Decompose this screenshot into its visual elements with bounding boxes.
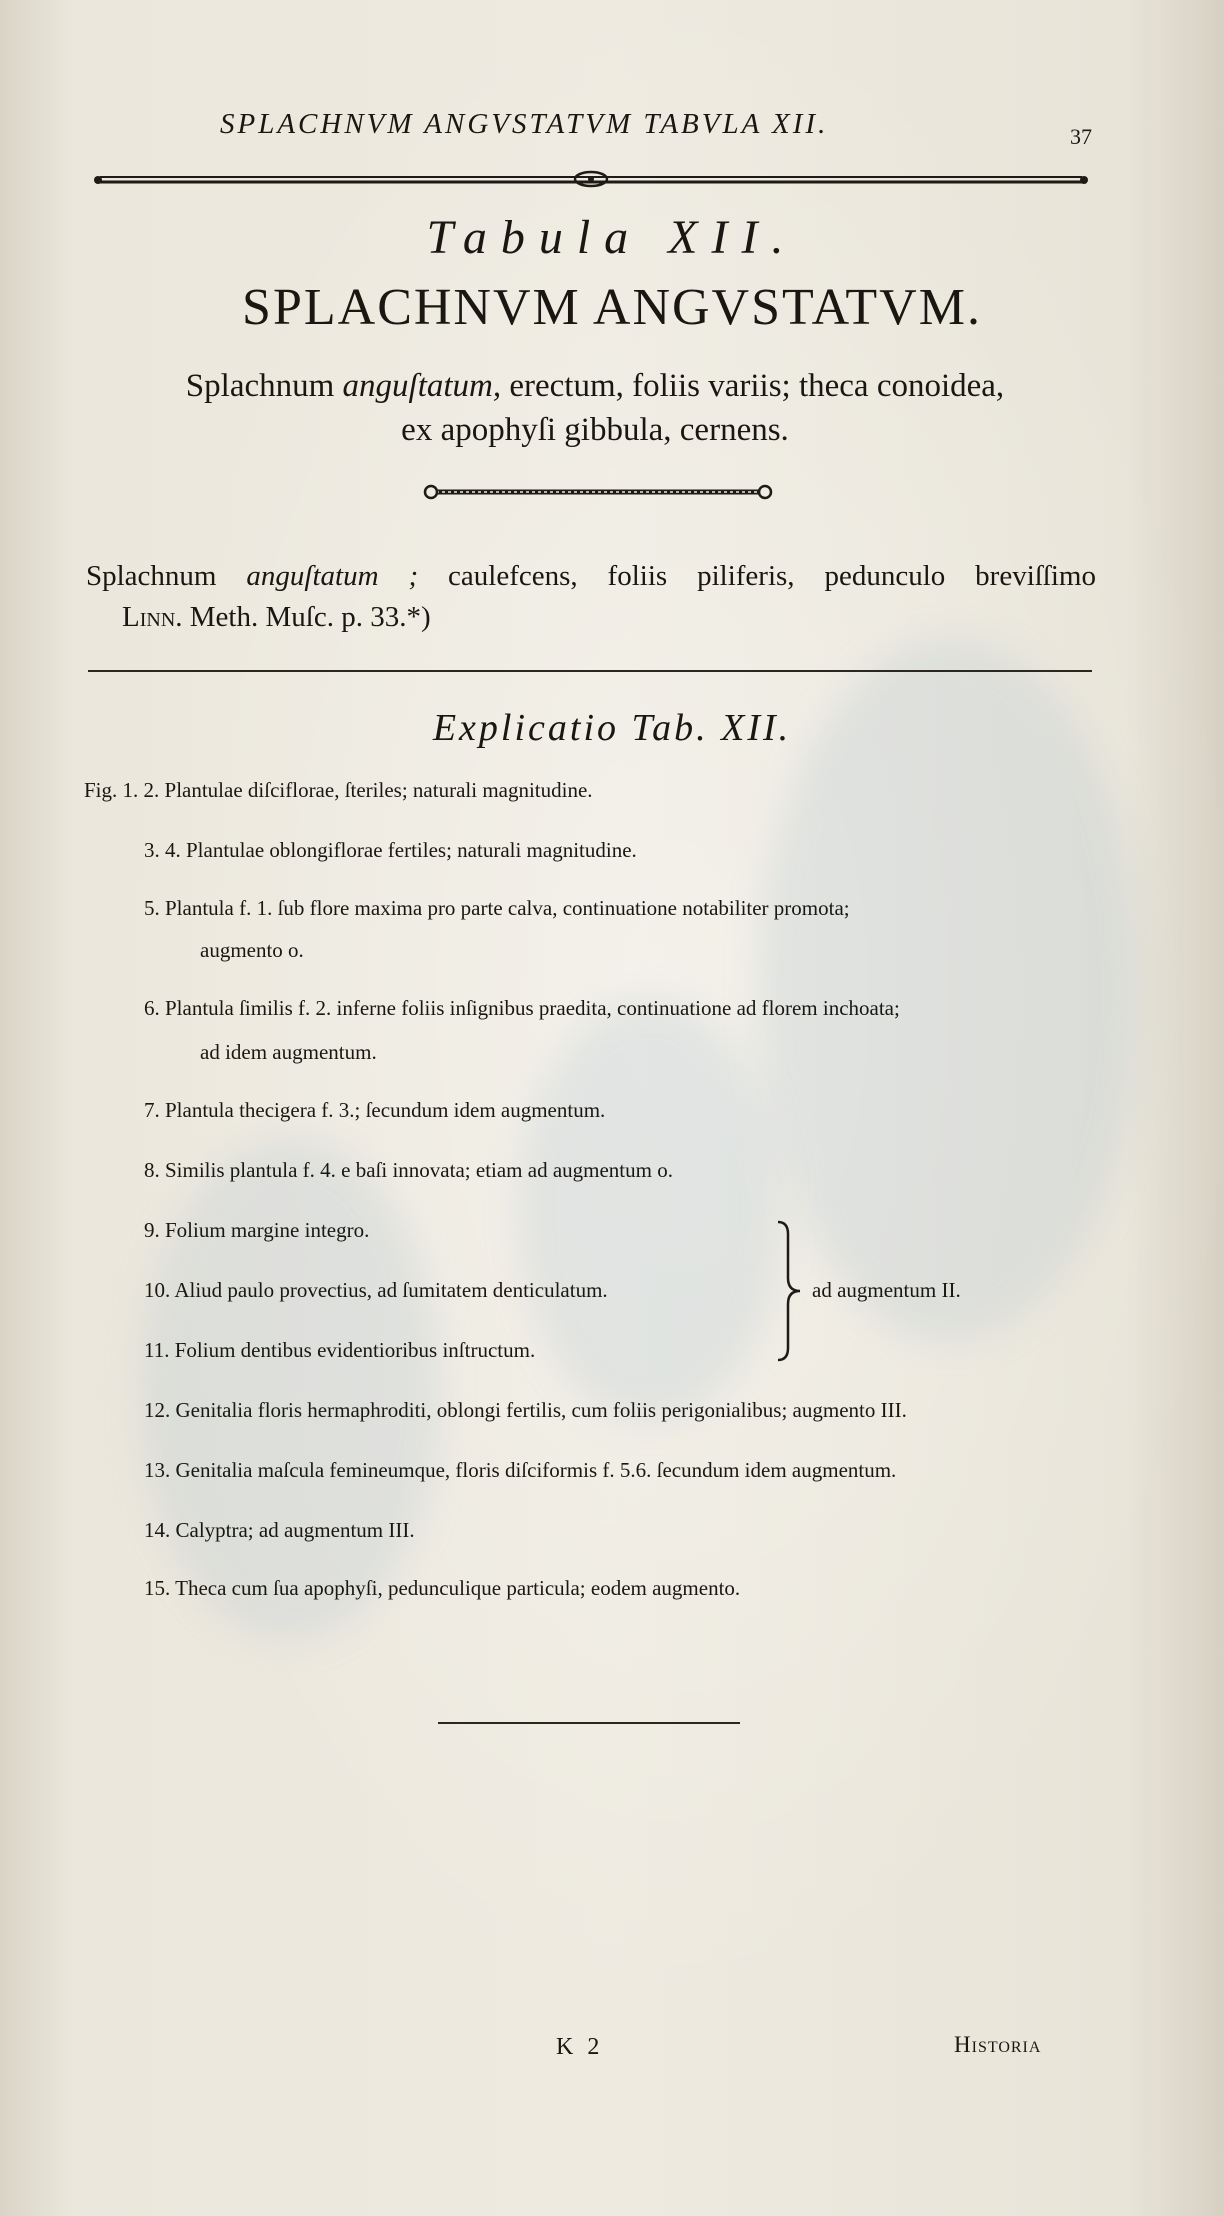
bleed-through-shadow	[520, 1000, 780, 1420]
curly-brace-icon	[774, 1220, 804, 1362]
figure-caption: 11. Folium dentibus evidentioribus inſtructum.	[144, 1338, 536, 1362]
section-rule	[88, 670, 1092, 672]
figure-caption: Fig. 1. 2. Plantulae diſciflorae, ſteriles; naturali magnitudine.	[84, 778, 593, 802]
figure-caption: 10. Aliud paulo provectius, ad ſumitatem denticulatum.	[144, 1278, 608, 1302]
page-number: 37	[1070, 124, 1092, 149]
linnaeus-synonym: Splachnum anguſtatum ; caulefcens, foliis piliferis, pedunculo breviſſimo Linn. Meth. Muſc. p. 33.*)	[86, 560, 1096, 633]
figure-caption: 5. Plantula f. 1. ſub flore maxima pro parte calva, continuatione notabiliter promota;	[144, 896, 850, 920]
figure-caption: 9. Folium margine integro.	[144, 1218, 370, 1242]
figure-caption: 14. Calyptra; ad augmentum III.	[144, 1518, 415, 1542]
figure-caption: 15. Theca cum ſua apophyſi, pedunculique particula; eodem augmento.	[144, 1576, 741, 1600]
brace-label: ad augmentum II.	[812, 1278, 961, 1302]
figure-caption: 13. Genitalia maſcula femineumque, floris diſciformis f. 5.6. ſecundum idem augmentum.	[144, 1458, 897, 1482]
figure-caption: 12. Genitalia floris hermaphroditi, oblongi fertilis, cum foliis perigonialibus; augmento III.	[144, 1398, 907, 1422]
explicatio-title: Explicatio Tab. XII.	[432, 707, 792, 749]
figure-caption-continuation: augmento o.	[200, 938, 304, 962]
plate-title: Tabula XII.	[426, 211, 798, 264]
figure-caption: 6. Plantula ſimilis f. 2. inferne foliis inſignibus praedita, continuatione ad florem inchoata;	[144, 996, 900, 1020]
species-title: SPLACHNVM ANGVSTATVM.	[242, 279, 982, 336]
figure-caption: 8. Similis plantula f. 4. e baſi innovata; etiam ad augmentum o.	[144, 1158, 673, 1182]
species-description: Splachnum anguſtatum, erectum, foliis variis; theca conoidea, ex apophyſi gibbula, cernens.	[185, 368, 1005, 448]
running-title: SPLACHNVM ANGVSTATVM TABVLA XII.	[220, 108, 829, 140]
ornamental-rule-icon	[92, 170, 1090, 190]
divider-ornament-icon	[422, 480, 774, 504]
end-rule	[438, 1722, 740, 1724]
signature-mark: K 2	[556, 2034, 604, 2060]
figure-caption: 3. 4. Plantulae oblongiflorae fertiles; naturali magnitudine.	[144, 838, 637, 862]
figure-caption: 7. Plantula thecigera f. 3.; ſecundum idem augmentum.	[144, 1098, 606, 1122]
bleed-through-shadow	[140, 1140, 440, 1640]
figure-caption-continuation: ad idem augmentum.	[200, 1040, 377, 1064]
catchword: Historia	[954, 2032, 1042, 2057]
